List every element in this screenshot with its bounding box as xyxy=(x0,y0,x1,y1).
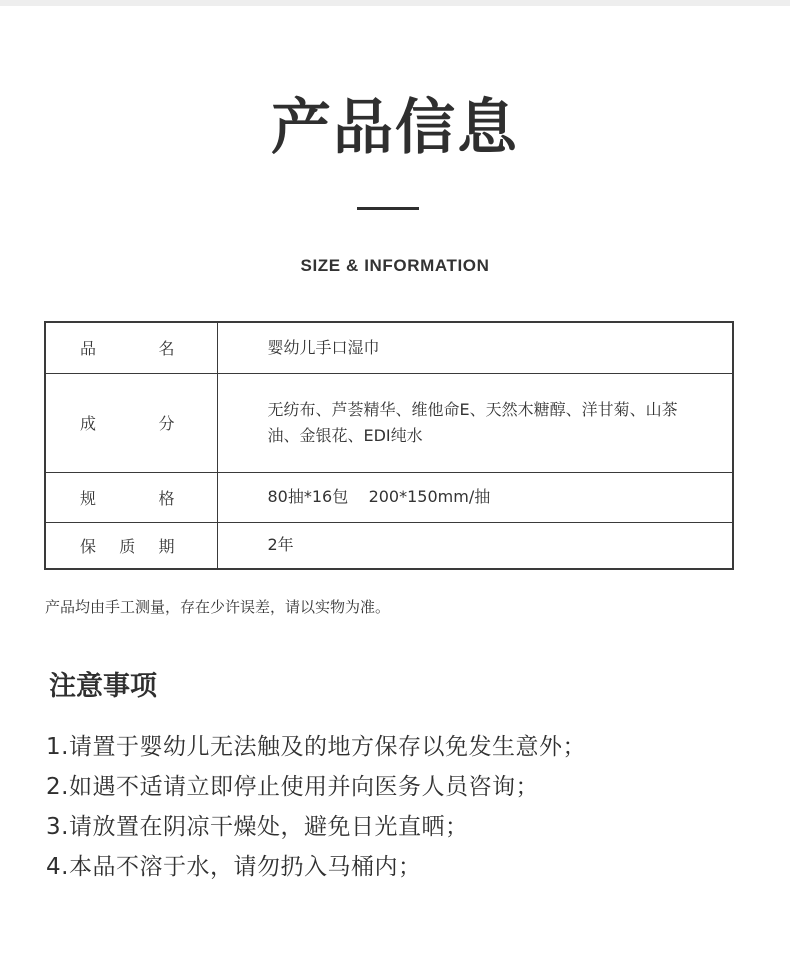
measurement-note: 产品均由手工测量，存在少许误差，请以实物为准。 xyxy=(45,598,391,616)
value-cell xyxy=(217,472,733,522)
table-row-shelf-life xyxy=(45,522,733,569)
table-row-name xyxy=(45,322,733,373)
top-strip xyxy=(0,0,790,6)
table-row-ingredients xyxy=(45,373,733,472)
notice-item: 2.如遇不适请立即停止使用并向医务人员咨询； xyxy=(46,774,539,800)
page-title: 产品信息 xyxy=(271,93,519,163)
notice-item: 1.请置于婴幼儿无法触及的地方保存以免发生意外； xyxy=(46,734,586,760)
row-label: 成分 xyxy=(80,414,175,433)
row-label: 保质期 xyxy=(80,536,175,556)
value-cell: 无纺布、芦荟精华、维他命E、天然木糖醇、洋甘菊、山茶油、金银花、EDI纯水 xyxy=(217,373,733,472)
page-subtitle: SIZE & INFORMATION xyxy=(300,256,490,275)
value-cell: 2年 xyxy=(217,522,733,569)
label-cell xyxy=(45,322,217,373)
notice-heading: 注意事项 xyxy=(49,671,157,702)
notice-item: 3.请放置在阴凉干燥处，避免日光直晒； xyxy=(46,814,469,840)
notice-item: 4.本品不溶于水，请勿扔入马桶内； xyxy=(46,854,422,880)
label-cell xyxy=(45,373,217,472)
row-label: 规格 xyxy=(80,488,175,508)
label-cell xyxy=(45,522,217,569)
title-divider xyxy=(357,207,419,210)
product-info-table xyxy=(44,321,734,570)
notice-list xyxy=(46,727,586,887)
value-cell: 婴幼儿手口湿巾 xyxy=(217,322,733,373)
label-cell xyxy=(45,472,217,522)
table-row-spec xyxy=(45,472,733,522)
spec-text: 80抽*16包 200*150mm/抽 xyxy=(267,487,491,506)
row-label: 品名 xyxy=(80,339,175,359)
